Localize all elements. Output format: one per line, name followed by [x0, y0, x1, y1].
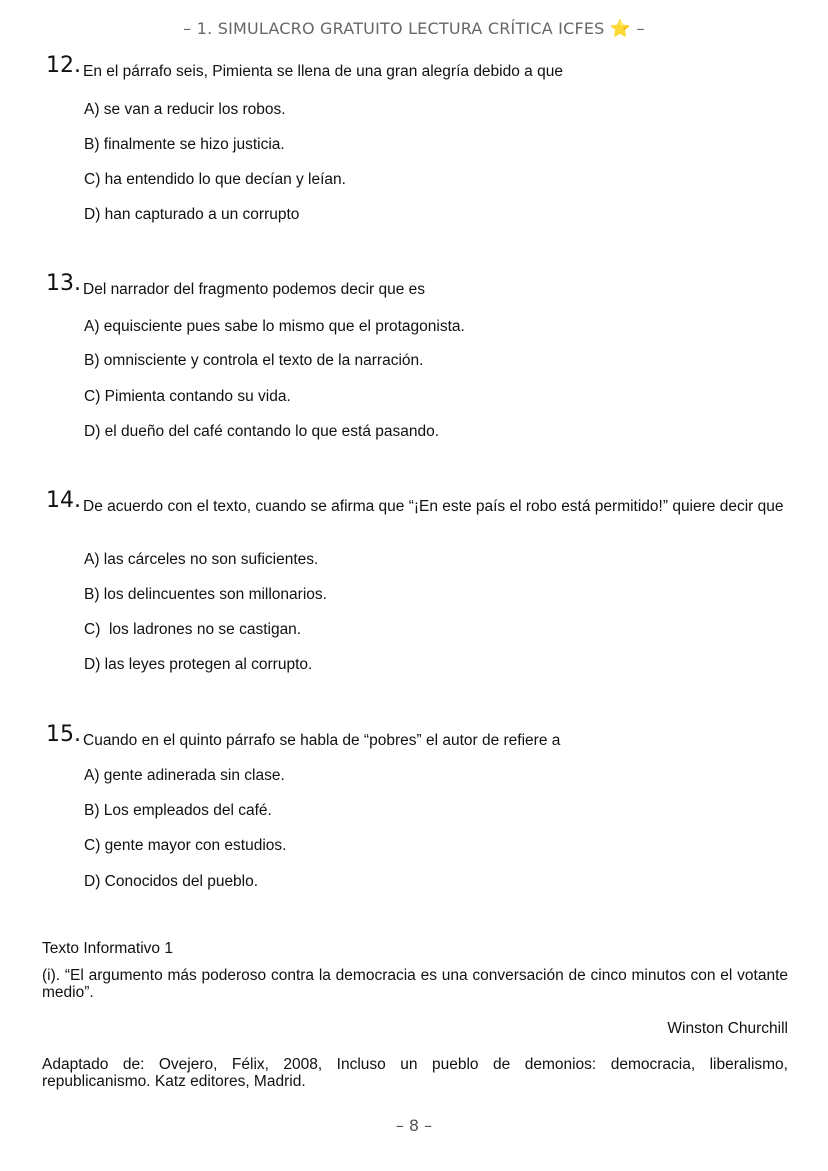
option-d: D) las leyes protegen al corrupto.: [84, 656, 313, 673]
question-13: [46, 271, 788, 299]
option-a: A) equisciente pues sabe lo mismo que el protagonista.: [84, 318, 465, 335]
question-text: Del narrador del fragmento podemos decir que es: [83, 281, 426, 298]
question-stem: [46, 271, 788, 299]
option-c: C) ha entendido lo que decían y leían.: [84, 171, 346, 188]
question-15: [46, 722, 788, 750]
question-text: De acuerdo con el texto, cuando se afirma que “¡En este país el robo está permitido!” quiere decir que: [83, 498, 784, 515]
option-c: C) Pimienta contando su vida.: [84, 388, 291, 405]
question-stem: [46, 488, 788, 516]
option-d: D) han capturado a un corrupto: [84, 206, 300, 223]
question-stem: [46, 722, 788, 750]
header-trail: –: [636, 19, 645, 38]
option-a: A) gente adinerada sin clase.: [84, 767, 285, 784]
question-number: 13.: [46, 271, 81, 296]
question-stem: [46, 53, 788, 81]
question-number: 12.: [46, 53, 81, 78]
question-number: 15.: [46, 722, 81, 747]
option-b: B) los delincuentes son millonarios.: [84, 586, 327, 603]
star-icon: ⭐: [609, 19, 632, 39]
quote-author: Winston Churchill: [667, 1020, 788, 1037]
option-d: D) Conocidos del pueblo.: [84, 873, 259, 890]
question-text: En el párrafo seis, Pimienta se llena de una gran alegría debido a que: [83, 63, 563, 80]
option-b: B) omnisciente y controla el texto de la narración.: [84, 352, 424, 369]
question-14: [46, 488, 788, 516]
option-d: D) el dueño del café contando lo que está pasando.: [84, 423, 440, 440]
option-c: C) gente mayor con estudios.: [84, 837, 287, 854]
informative-quote: (i). “El argumento más poderoso contra la democracia es una conversación de cinco minutos con el votante medio”.: [42, 967, 788, 1001]
option-b: B) Los empleados del café.: [84, 802, 272, 819]
option-a: A) las cárceles no son suficientes.: [84, 551, 319, 568]
page-header: [0, 19, 828, 39]
informative-source: Adaptado de: Ovejero, Félix, 2008, Incluso un pueblo de demonios: democracia, liberalismo, republicanismo. Katz editores, Madrid.: [42, 1056, 788, 1090]
option-b: B) finalmente se hizo justicia.: [84, 136, 285, 153]
question-12: [46, 53, 788, 81]
question-text: Cuando en el quinto párrafo se habla de “pobres” el autor de refiere a: [83, 732, 561, 749]
page-number: – 8 –: [395, 1116, 433, 1135]
option-c: C) los ladrones no se castigan.: [84, 621, 302, 638]
question-number: 14.: [46, 488, 81, 513]
header-title: – 1. SIMULACRO GRATUITO LECTURA CRÍTICA ICFES: [183, 19, 605, 38]
informative-heading: Texto Informativo 1: [42, 940, 173, 957]
option-a: A) se van a reducir los robos.: [84, 101, 286, 118]
